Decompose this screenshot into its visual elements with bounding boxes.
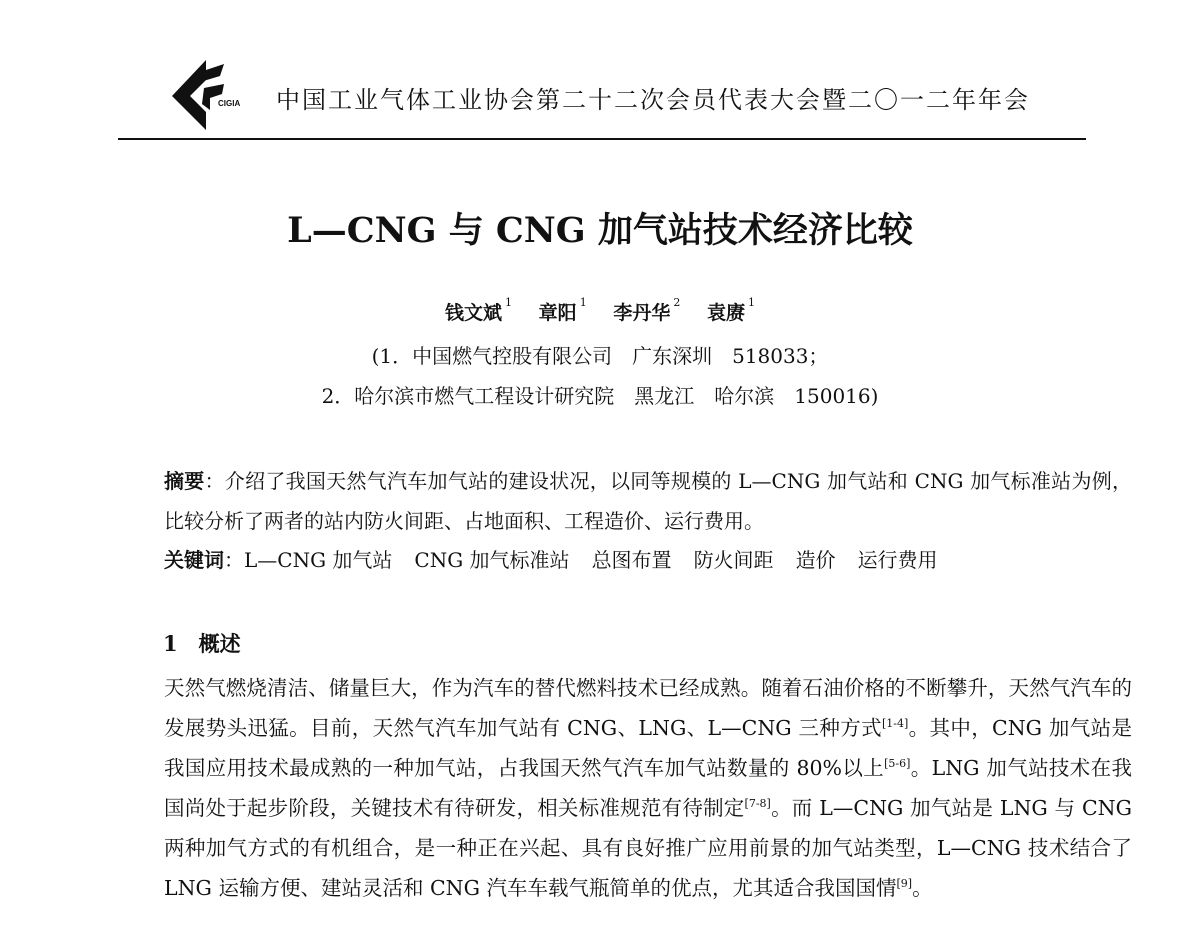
affiliation-1: (1．中国燃气控股有限公司 广东深圳 518033； (371, 344, 829, 368)
keywords: 关键词：L—CNG 加气站 CNG 加气标准站 总图布置 防火间距 造价 运行费用 (164, 548, 938, 572)
citation: [7-8] (744, 797, 771, 811)
author: 李丹华 $^2$ (613, 296, 681, 324)
conference-header (118, 56, 1086, 138)
keyword: CNG 加气标准站 (414, 548, 570, 572)
body-paragraph: 天然气燃烧清洁、储量巨大，作为汽车的替代燃料技术已经成熟。随着石油价格的不断攀升，天然气汽车的发展势头迅猛。目前，天然气汽车加气站有 CNG、LNG、L—CNG 三种方式[1-4]。其中，CNG 加气站是我国应用技术最成熟的一种加气站，占我国天然气汽车加气站数量的 80%以上[5-6]。LNG 加气站技术在我国尚处于起步阶段，关键技术有待研发，相关标准规范有待制定[7-8]。而 L—CNG 加气站是 LNG 与 CNG 两种加气方式的有机组合，是一种正在兴起、具有良好推广应用前景的加气站类型，L—CNG 技术结合了 LNG 运输方便、建站灵活和 CNG 汽车车载气瓶简单的优点，尤其适合我国国情[9]。 (164, 676, 1133, 900)
keyword: 总图布置 (591, 548, 672, 572)
citation: [1-4] (881, 717, 909, 731)
keyword: 防火间距 (693, 548, 774, 572)
keyword: 造价 (795, 548, 836, 572)
author: 袁赓 $^1$ (706, 296, 755, 324)
conference-title: 中国工业气体工业协会第二十二次会员代表大会暨二〇一二年年会 (276, 86, 1030, 114)
keywords-label: 关键词 (164, 548, 224, 572)
abstract (118, 461, 1132, 541)
section-heading: 1 概述 (163, 631, 241, 656)
abstract-label: 摘要 (164, 469, 205, 493)
citation: [9] (896, 877, 913, 891)
citation: [5-6] (884, 757, 911, 771)
affiliation-2: 2．哈尔滨市燃气工程设计研究院 黑龙江 哈尔滨 150016) (321, 384, 879, 408)
author: 章阳 $^1$ (538, 296, 587, 324)
logo-text: CIGIA (218, 99, 241, 108)
author: 钱文斌 $^1$ (445, 296, 513, 324)
header-rule (118, 138, 1086, 140)
abstract-text: ：介绍了我国天然气汽车加气站的建设状况，以同等规模的 L—CNG 加气站和 CNG 加气标准站为例，比较分析了两者的站内防火间距、占地面积、工程造价、运行费用。 (164, 469, 1132, 533)
keyword: L—CNG 加气站 (244, 548, 393, 572)
cigia-logo (166, 58, 246, 132)
keyword: 运行费用 (857, 548, 938, 572)
author-list (0, 298, 1200, 325)
paper-title: L—CNG 与 CNG 加气站技术经济比较 (287, 210, 913, 251)
